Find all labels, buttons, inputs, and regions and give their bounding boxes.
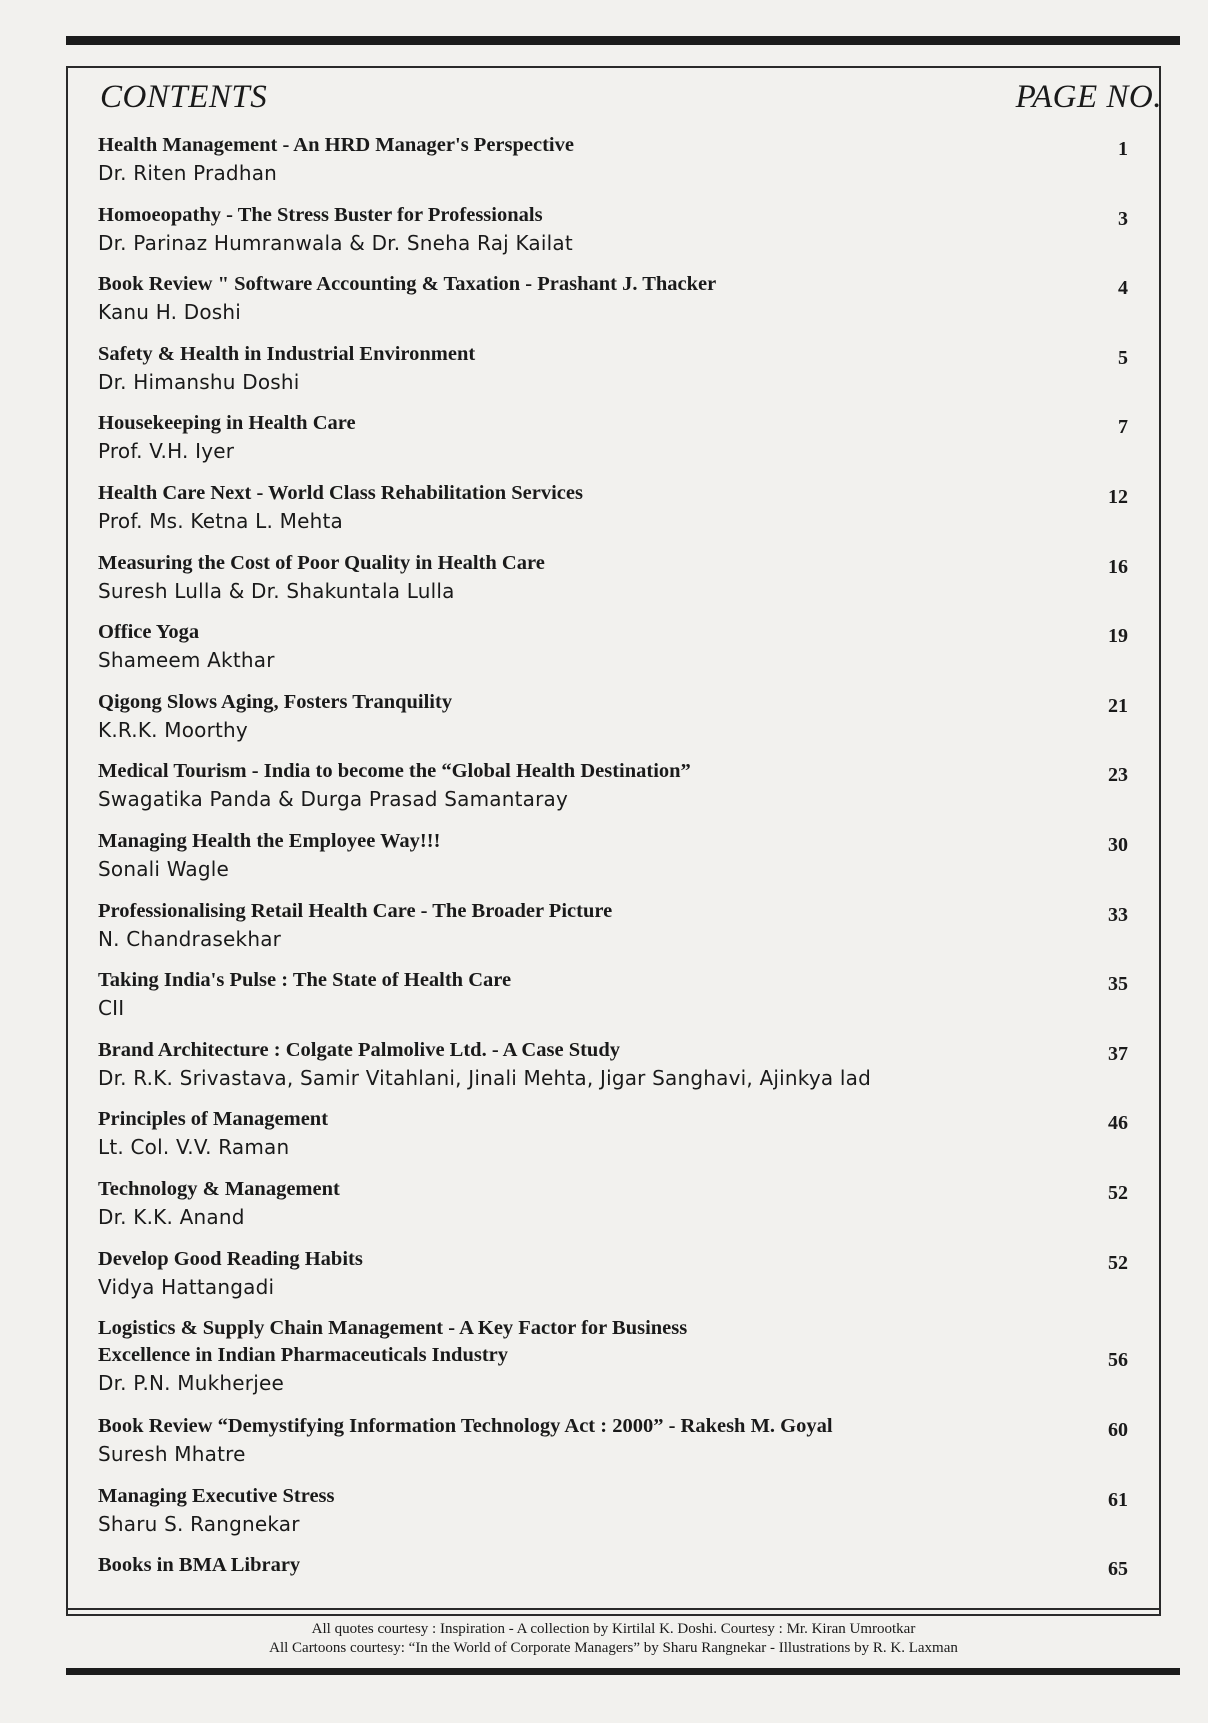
cartoons-credit: All Cartoons courtesy: “In the World of Corporate Managers” by Sharu Rangnekar - Illustrations by R. K. Laxman — [269, 1640, 958, 1656]
quotes-credit: All quotes courtesy : Inspiration - A collection by Kirtilal K. Doshi. Courtesy : Mr. Kiran Umrootkar — [311, 1621, 916, 1637]
entry-author: Dr. K.K. Anand — [98, 1204, 245, 1229]
entry-title: Book Review “Demystifying Information Technology Act : 2000” - Rakesh M. Goyal — [98, 1415, 833, 1438]
entry-page: 60 — [1108, 1419, 1128, 1442]
entry-page: 52 — [1108, 1181, 1128, 1204]
entry-title: Develop Good Reading Habits — [98, 1247, 363, 1270]
entry-page: 16 — [1108, 555, 1128, 578]
entry-title: Safety & Health in Industrial Environment — [98, 342, 476, 365]
toc-entry[interactable] — [98, 132, 1128, 202]
entry-author: Sonali Wagle — [98, 856, 230, 881]
entry-page: 37 — [1108, 1042, 1128, 1065]
entry-page: 35 — [1108, 973, 1128, 996]
entry-page: 46 — [1108, 1112, 1128, 1135]
toc-entry[interactable] — [98, 1037, 1128, 1107]
toc-entry[interactable] — [98, 1315, 1128, 1413]
top-rule — [66, 36, 1180, 45]
entry-author: Prof. V.H. Iyer — [98, 439, 235, 464]
toc-entry[interactable] — [98, 828, 1128, 898]
entry-author: Dr. Himanshu Doshi — [98, 369, 300, 394]
entry-title: Technology & Management — [98, 1177, 340, 1200]
toc-entry[interactable] — [98, 967, 1128, 1037]
entry-page: 33 — [1108, 903, 1128, 926]
page-no-heading: PAGE NO. — [1015, 79, 1162, 115]
toc-entry[interactable] — [98, 341, 1128, 411]
table-of-contents — [98, 132, 1128, 1622]
entry-page: 61 — [1108, 1488, 1128, 1511]
credits-footer — [66, 1620, 1161, 1658]
entry-page: 21 — [1108, 694, 1128, 717]
entry-title: Qigong Slows Aging, Fosters Tranquility — [98, 690, 453, 713]
toc-entry[interactable] — [98, 1106, 1128, 1176]
contents-heading: CONTENTS — [100, 79, 268, 115]
entry-author: Prof. Ms. Ketna L. Mehta — [98, 508, 343, 533]
entry-author: K.R.K. Moorthy — [98, 717, 248, 742]
entry-title: Office Yoga — [98, 621, 200, 644]
entry-title: Health Care Next - World Class Rehabilitation Services — [98, 481, 583, 504]
entry-title-line1: Logistics & Supply Chain Management - A Key Factor for Business — [98, 1317, 688, 1340]
entry-title: Managing Health the Employee Way!!! — [98, 829, 441, 852]
entry-title: Housekeeping in Health Care — [98, 412, 356, 435]
entry-title: Measuring the Cost of Poor Quality in Health Care — [98, 551, 545, 574]
entry-author: Sharu S. Rangnekar — [98, 1511, 300, 1536]
bottom-rule — [66, 1668, 1180, 1675]
entry-page: 4 — [1118, 277, 1128, 300]
entry-title: Brand Architecture : Colgate Palmolive Ltd. - A Case Study — [98, 1038, 620, 1061]
entry-title: Book Review " Software Accounting & Taxation - Prashant J. Thacker — [98, 273, 717, 296]
toc-entry[interactable] — [98, 1176, 1128, 1246]
entry-page: 65 — [1108, 1558, 1128, 1581]
entry-page: 7 — [1118, 416, 1128, 439]
toc-entry[interactable] — [98, 1483, 1128, 1553]
entry-author: Suresh Lulla & Dr. Shakuntala Lulla — [98, 578, 455, 603]
entry-title: Principles of Management — [98, 1108, 329, 1131]
entry-author: Swagatika Panda & Durga Prasad Samantaray — [98, 787, 569, 812]
toc-entry[interactable] — [98, 202, 1128, 272]
entry-title: Taking India's Pulse : The State of Health Care — [98, 969, 512, 992]
entry-page: 12 — [1108, 485, 1128, 508]
entry-author: Lt. Col. V.V. Raman — [98, 1135, 290, 1160]
toc-entry[interactable] — [98, 271, 1128, 341]
entry-title: Homoeopathy - The Stress Buster for Professionals — [98, 203, 543, 226]
entry-page: 3 — [1118, 207, 1128, 230]
entry-page: 56 — [1108, 1349, 1128, 1372]
entry-page: 30 — [1108, 833, 1128, 856]
entry-page: 23 — [1108, 764, 1128, 787]
entry-title-line2: Excellence in Indian Pharmaceuticals Industry — [98, 1344, 509, 1367]
entry-page: 1 — [1118, 138, 1128, 160]
entry-author: Vidya Hattangadi — [98, 1274, 275, 1299]
entry-page: 52 — [1108, 1251, 1128, 1274]
entry-title: Medical Tourism - India to become the “Global Health Destination” — [98, 760, 691, 783]
toc-entry[interactable] — [98, 1413, 1128, 1483]
entry-page: 5 — [1118, 346, 1128, 369]
toc-entry[interactable] — [98, 480, 1128, 550]
entry-title: Health Management - An HRD Manager's Perspective — [98, 134, 574, 156]
entry-author: Dr. P.N. Mukherjee — [98, 1371, 284, 1396]
entry-author: Kanu H. Doshi — [98, 300, 242, 325]
entry-author: Shameem Akthar — [98, 648, 275, 673]
toc-entry[interactable] — [98, 898, 1128, 968]
entry-author: CII — [98, 996, 125, 1021]
toc-entry[interactable] — [98, 619, 1128, 689]
entry-author: N. Chandrasekhar — [98, 926, 282, 951]
entry-title: Professionalising Retail Health Care - The Broader Picture — [98, 899, 613, 922]
entry-title: Managing Executive Stress — [98, 1484, 335, 1507]
entry-author: Dr. R.K. Srivastava, Samir Vitahlani, Jinali Mehta, Jigar Sanghavi, Ajinkya lad — [98, 1065, 872, 1090]
entry-page: 19 — [1108, 625, 1128, 648]
toc-entry[interactable] — [98, 1552, 1128, 1622]
entry-author: Dr. Parinaz Humranwala & Dr. Sneha Raj Kailat — [98, 230, 573, 255]
toc-entry[interactable] — [98, 689, 1128, 759]
footer-divider — [66, 1608, 1161, 1610]
entry-author: Suresh Mhatre — [98, 1442, 246, 1467]
toc-entry[interactable] — [98, 758, 1128, 828]
entry-author: Dr. Riten Pradhan — [98, 161, 278, 185]
toc-entry[interactable] — [98, 1246, 1128, 1316]
toc-entry[interactable] — [98, 410, 1128, 480]
toc-entry[interactable] — [98, 550, 1128, 620]
entry-title: Books in BMA Library — [98, 1554, 301, 1577]
